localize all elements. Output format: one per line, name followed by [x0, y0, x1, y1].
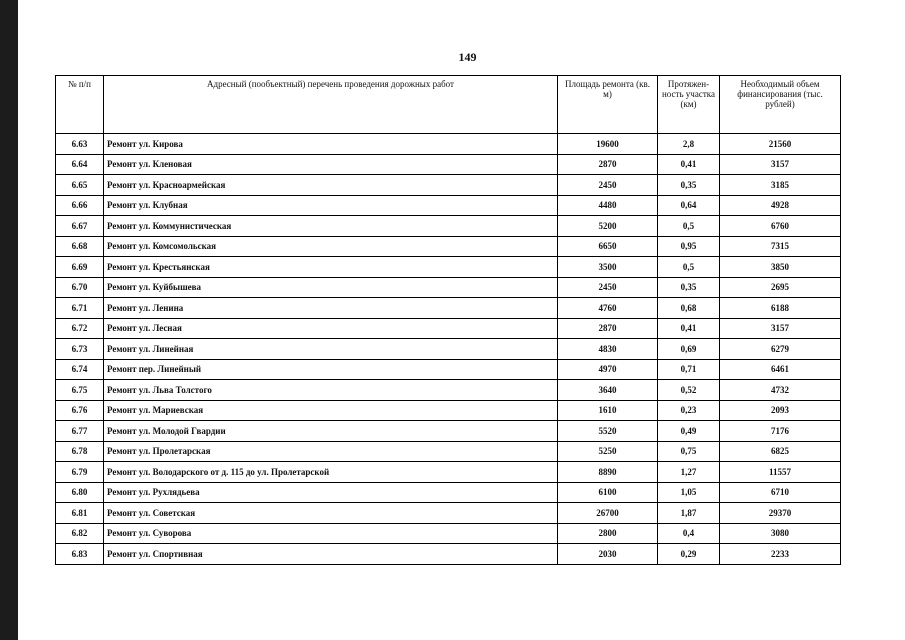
- cell-num: 6.66: [56, 195, 104, 216]
- table-row: [56, 318, 841, 339]
- table-row: [56, 298, 841, 319]
- cell-length: 0,75: [658, 441, 720, 462]
- cell-name: Ремонт пер. Линейный: [104, 359, 558, 380]
- table-row: [56, 441, 841, 462]
- cell-length: 0,35: [658, 175, 720, 196]
- header-area: Площадь ремонта (кв. м): [558, 76, 658, 134]
- cell-num: 6.75: [56, 380, 104, 401]
- cell-funding: 4928: [720, 195, 841, 216]
- cell-length: 0,29: [658, 544, 720, 565]
- table-row: [56, 400, 841, 421]
- scan-edge-bar: [0, 0, 18, 640]
- cell-name: Ремонт ул. Красноармейская: [104, 175, 558, 196]
- table-row: [56, 134, 841, 155]
- cell-funding: 6279: [720, 339, 841, 360]
- cell-length: 0,49: [658, 421, 720, 442]
- header-address: Адресный (пообъектный) перечень проведения дорожных работ: [104, 76, 558, 134]
- table-row: [56, 380, 841, 401]
- cell-length: 0,35: [658, 277, 720, 298]
- cell-length: 2,8: [658, 134, 720, 155]
- cell-name: Ремонт ул. Ленина: [104, 298, 558, 319]
- cell-area: 5250: [558, 441, 658, 462]
- cell-funding: 21560: [720, 134, 841, 155]
- cell-num: 6.70: [56, 277, 104, 298]
- cell-length: 0,41: [658, 318, 720, 339]
- cell-name: Ремонт ул. Суворова: [104, 523, 558, 544]
- cell-name: Ремонт ул. Кленовая: [104, 154, 558, 175]
- cell-area: 1610: [558, 400, 658, 421]
- cell-num: 6.68: [56, 236, 104, 257]
- cell-num: 6.65: [56, 175, 104, 196]
- table-row: [56, 421, 841, 442]
- cell-name: Ремонт ул. Коммунистическая: [104, 216, 558, 237]
- cell-num: 6.78: [56, 441, 104, 462]
- table-row: [56, 257, 841, 278]
- cell-funding: 3157: [720, 154, 841, 175]
- cell-name: Ремонт ул. Клубная: [104, 195, 558, 216]
- cell-area: 4970: [558, 359, 658, 380]
- cell-length: 0,41: [658, 154, 720, 175]
- cell-area: 5200: [558, 216, 658, 237]
- cell-name: Ремонт ул. Спортивная: [104, 544, 558, 565]
- cell-area: 3640: [558, 380, 658, 401]
- table-row: [56, 175, 841, 196]
- cell-name: Ремонт ул. Комсомольская: [104, 236, 558, 257]
- cell-length: 0,5: [658, 257, 720, 278]
- cell-name: Ремонт ул. Володарского от д. 115 до ул. Пролетарской: [104, 462, 558, 483]
- table-row: [56, 523, 841, 544]
- cell-name: Ремонт ул. Куйбышева: [104, 277, 558, 298]
- table-row: [56, 277, 841, 298]
- table-row: [56, 339, 841, 360]
- table-row: [56, 216, 841, 237]
- cell-length: 0,23: [658, 400, 720, 421]
- cell-funding: 6710: [720, 482, 841, 503]
- cell-length: 0,52: [658, 380, 720, 401]
- cell-funding: 3080: [720, 523, 841, 544]
- cell-length: 1,27: [658, 462, 720, 483]
- cell-length: 0,69: [658, 339, 720, 360]
- cell-num: 6.82: [56, 523, 104, 544]
- cell-num: 6.76: [56, 400, 104, 421]
- cell-funding: 3850: [720, 257, 841, 278]
- cell-num: 6.63: [56, 134, 104, 155]
- cell-name: Ремонт ул. Молодой Гвардии: [104, 421, 558, 442]
- cell-num: 6.69: [56, 257, 104, 278]
- table-row: [56, 462, 841, 483]
- cell-funding: 11557: [720, 462, 841, 483]
- cell-num: 6.77: [56, 421, 104, 442]
- cell-num: 6.71: [56, 298, 104, 319]
- table-header-row: [56, 76, 841, 134]
- cell-num: 6.74: [56, 359, 104, 380]
- cell-area: 2450: [558, 175, 658, 196]
- cell-area: 4830: [558, 339, 658, 360]
- cell-name: Ремонт ул. Кирова: [104, 134, 558, 155]
- cell-name: Ремонт ул. Льва Толстого: [104, 380, 558, 401]
- cell-funding: 2233: [720, 544, 841, 565]
- header-num: № п/п: [56, 76, 104, 134]
- cell-length: 0,64: [658, 195, 720, 216]
- cell-name: Ремонт ул. Крестьянская: [104, 257, 558, 278]
- cell-length: 0,71: [658, 359, 720, 380]
- cell-name: Ремонт ул. Линейная: [104, 339, 558, 360]
- cell-funding: 29370: [720, 503, 841, 524]
- road-works-table: [55, 75, 841, 565]
- cell-length: 0,95: [658, 236, 720, 257]
- table-body: [56, 134, 841, 565]
- table-row: [56, 195, 841, 216]
- cell-area: 2870: [558, 318, 658, 339]
- cell-num: 6.83: [56, 544, 104, 565]
- cell-area: 4480: [558, 195, 658, 216]
- table-row: [56, 236, 841, 257]
- page-number: 149: [458, 50, 477, 64]
- cell-length: 1,05: [658, 482, 720, 503]
- cell-area: 4760: [558, 298, 658, 319]
- cell-num: 6.73: [56, 339, 104, 360]
- cell-funding: 4732: [720, 380, 841, 401]
- cell-num: 6.80: [56, 482, 104, 503]
- cell-length: 0,68: [658, 298, 720, 319]
- header-length: Протяжен-ность участка (км): [658, 76, 720, 134]
- cell-funding: 7176: [720, 421, 841, 442]
- cell-length: 0,4: [658, 523, 720, 544]
- cell-area: 3500: [558, 257, 658, 278]
- cell-length: 0,5: [658, 216, 720, 237]
- cell-funding: 7315: [720, 236, 841, 257]
- cell-num: 6.79: [56, 462, 104, 483]
- cell-funding: 2093: [720, 400, 841, 421]
- cell-funding: 6461: [720, 359, 841, 380]
- cell-area: 6650: [558, 236, 658, 257]
- cell-area: 2800: [558, 523, 658, 544]
- cell-area: 19600: [558, 134, 658, 155]
- cell-area: 2870: [558, 154, 658, 175]
- header-funding: Необходимый объем финансирования (тыс. рублей): [720, 76, 841, 134]
- cell-length: 1,87: [658, 503, 720, 524]
- cell-area: 26700: [558, 503, 658, 524]
- cell-name: Ремонт ул. Советская: [104, 503, 558, 524]
- cell-area: 5520: [558, 421, 658, 442]
- cell-funding: 6825: [720, 441, 841, 462]
- cell-num: 6.72: [56, 318, 104, 339]
- table-row: [56, 503, 841, 524]
- cell-area: 8890: [558, 462, 658, 483]
- cell-name: Ремонт ул. Мариевская: [104, 400, 558, 421]
- cell-num: 6.64: [56, 154, 104, 175]
- cell-name: Ремонт ул. Рухлядьева: [104, 482, 558, 503]
- cell-num: 6.67: [56, 216, 104, 237]
- cell-name: Ремонт ул. Пролетарская: [104, 441, 558, 462]
- cell-name: Ремонт ул. Лесная: [104, 318, 558, 339]
- cell-funding: 3185: [720, 175, 841, 196]
- cell-area: 6100: [558, 482, 658, 503]
- cell-num: 6.81: [56, 503, 104, 524]
- table-row: [56, 154, 841, 175]
- cell-funding: 3157: [720, 318, 841, 339]
- cell-funding: 6760: [720, 216, 841, 237]
- table-row: [56, 359, 841, 380]
- cell-funding: 2695: [720, 277, 841, 298]
- table-row: [56, 482, 841, 503]
- cell-area: 2030: [558, 544, 658, 565]
- cell-funding: 6188: [720, 298, 841, 319]
- cell-area: 2450: [558, 277, 658, 298]
- table-row: [56, 544, 841, 565]
